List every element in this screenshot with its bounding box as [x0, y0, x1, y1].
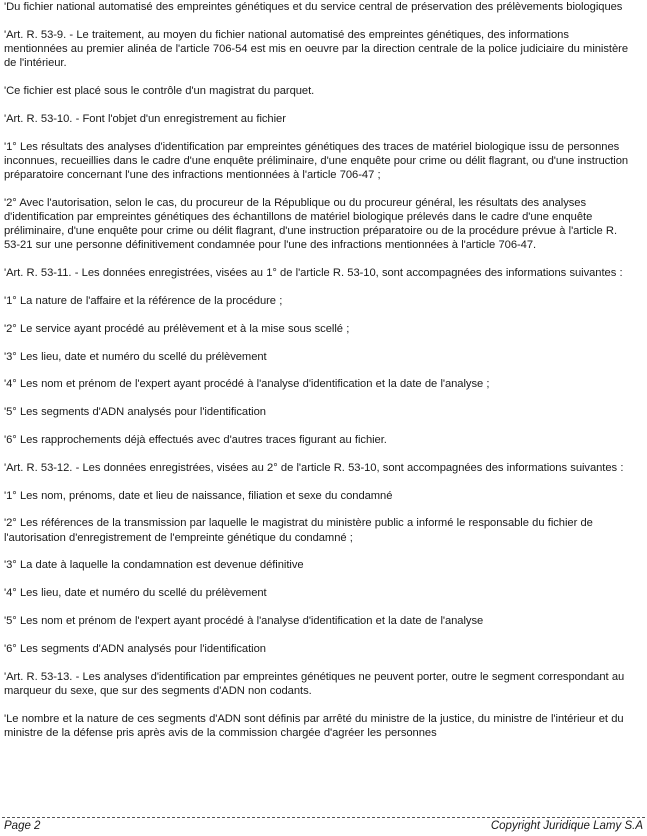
article-r53-11-item-1: '1° La nature de l'affaire et la référence de la procédure ;	[4, 295, 283, 307]
article-r53-11-item-4: '4° Les nom et prénom de l'expert ayant procédé à l'analyse d'identification et la date de l'analyse ;	[4, 378, 490, 391]
article-r53-11: 'Art. R. 53-11. - Les données enregistrées, visées au 1° de l'article R. 53-10, sont accompagnées des informations suivantes :	[4, 267, 623, 280]
article-r53-11-item-5: '5° Les segments d'ADN analysés pour l'identification	[4, 406, 266, 419]
article-r53-12-item-6: '6° Les segments d'ADN analysés pour l'identification	[4, 642, 266, 655]
document-body	[4, 0, 634, 754]
article-r53-12-item-5: '5° Les nom et prénom de l'expert ayant procédé à l'analyse d'identification et la date de l'analyse	[4, 614, 484, 627]
article-r53-11-item-2: '2° Le service ayant procédé au prélèvement et à la mise sous scellé ;	[4, 322, 350, 335]
article-r53-13: 'Art. R. 53-13. - Les analyses d'identification par empreintes génétiques ne peuvent porter, outre le segment correspondant au marqueur du sexe, que sur des segments d'ADN non codants.	[4, 670, 625, 697]
page-number: Page 2	[4, 820, 41, 832]
article-r53-10: 'Art. R. 53-10. - Font l'objet d'un enregistrement au fichier	[4, 112, 286, 125]
article-r53-12-item-2: '2° Les références de la transmission par laquelle le magistrat du ministère public a informé le responsable du fichier de l'autorisation d'enregistrement de l'empreinte génétique du condamné ;	[4, 517, 593, 544]
article-r53-11-item-3: '3° Les lieu, date et numéro du scellé du prélèvement	[4, 350, 267, 363]
article-r53-11-item-6: '6° Les rapprochements déjà effectués avec d'autres traces figurant au fichier.	[4, 433, 387, 446]
section-heading-fichier-national: 'Du fichier national automatisé des empreintes génétiques et du service central de préservation des prélèvements biologiques	[4, 1, 623, 13]
article-r53-12-item-4: '4° Les lieu, date et numéro du scellé du prélèvement	[4, 587, 267, 600]
article-r53-12-item-1: '1° Les nom, prénoms, date et lieu de naissance, filiation et sexe du condamné	[4, 489, 393, 502]
article-r53-12: 'Art. R. 53-12. - Les données enregistrées, visées au 2° de l'article R. 53-10, sont accompagnées des informations suivantes :	[4, 461, 624, 474]
footer-divider	[2, 817, 645, 818]
article-r53-12-item-3: '3° La date à laquelle la condamnation est devenue définitive	[4, 559, 304, 572]
article-r53-10-item-2: '2° Avec l'autorisation, selon le cas, du procureur de la République ou du procureur général, les résultats des analyses d'identification par empreintes génétiques des échantillons de matériel biologique prélevés dans le cadre d'une enquête préliminaire, d'une enquête pour crime ou délit flagrant, d'une instruction préparatoire ou de la procédure prévue à l'article R. 53-21 sur une personne définitivement condamnée pour l'une des infractions mentionnées à l'article 706-47.	[4, 196, 618, 252]
article-r53-9: 'Art. R. 53-9. - Le traitement, au moyen du fichier national automatisé des empreintes génétiques, des informations mentionnées au premier alinéa de l'article 706-54 est mis en oeuvre par la direction centrale de la police judiciaire du ministère de l'intérieur.	[4, 28, 628, 70]
paragraph-segments-adn: 'Le nombre et la nature de ces segments d'ADN sont définis par arrêté du ministre de la justice, du ministre de l'intérieur et du ministre de la défense pris après avis de la commission chargée d'agréer les personnes	[4, 712, 624, 739]
paragraph-controle-magistrat: 'Ce fichier est placé sous le contrôle d'un magistrat du parquet.	[4, 85, 315, 97]
copyright-notice: Copyright Juridique Lamy S.A	[490, 820, 643, 832]
article-r53-10-item-1: '1° Les résultats des analyses d'identification par empreintes génétiques des traces de matériel biologique issu de personnes inconnues, recueillies dans le cadre d'une enquête préliminaire, d'une enquête pour crime ou délit flagrant, ou d'une instruction préparatoire concernant l'une des infractions mentionnées à l'article 706-47 ;	[4, 140, 629, 181]
